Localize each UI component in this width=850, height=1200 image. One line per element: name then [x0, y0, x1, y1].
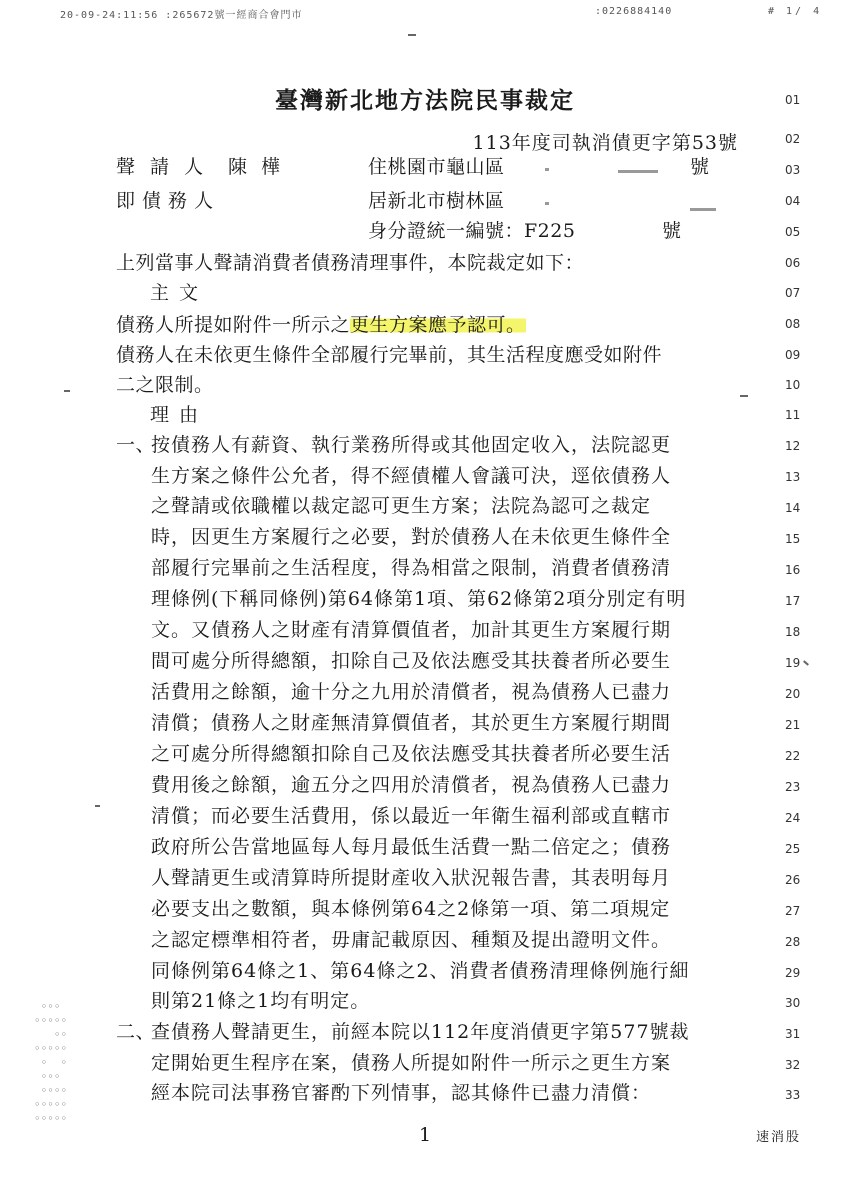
line-number: 24	[785, 811, 801, 825]
highlighted-text: 更生方案應予認可。	[350, 314, 526, 336]
body-line-06: 上列當事人聲請消費者債務清理事件，本院裁定如下：	[116, 252, 585, 274]
line-number: 18	[785, 625, 801, 639]
scan-mark	[408, 34, 416, 36]
body-line-21: 清償；債務人之財產無清算價值者，其於更生方案履行期間	[151, 712, 672, 734]
line-number: 07	[785, 286, 801, 300]
body-line-10: 二之限制。	[116, 374, 214, 396]
department-stamp: 速消股	[756, 1130, 802, 1145]
body-line-30: 則第21條之1均有明定。	[151, 990, 371, 1012]
body-line-20: 活費用之餘額，逾十分之九用於清償者，視為債務人已盡力	[151, 681, 672, 703]
body-line-29: 同條例第64條之1、第64條之2、消費者債務清理條例施行細	[151, 960, 690, 982]
heading-reason: 理由	[150, 404, 209, 426]
line-number: 20	[785, 687, 801, 701]
body-line-17: 理條例(下稱同條例)第64條第1項、第62條第2項分別定有明	[151, 588, 687, 610]
line-number: 27	[785, 904, 801, 918]
line-number: 26	[785, 873, 801, 887]
binding-holes: ◦◦◦ ◦◦◦◦◦ ◦◦ ◦◦◦◦◦ ◦ ◦ ◦◦◦ ◦◦◦◦ ◦◦◦◦◦ ◦◦◦◦◦	[34, 1000, 68, 1125]
scan-mark	[95, 805, 100, 807]
line-number: 30	[785, 996, 801, 1010]
line-number: 15	[785, 532, 801, 546]
line-number: 25	[785, 842, 801, 856]
body-line-09: 債務人在未依更生條件全部履行完畢前，其生活程度應受如附件	[116, 344, 663, 366]
applicant-name: 陳樺	[228, 156, 295, 178]
redaction-mark	[545, 202, 549, 205]
applicant-role: 聲請人	[116, 156, 219, 178]
body-line-16: 部履行完畢前之生活程度，得為相當之限制，消費者債務清	[151, 557, 672, 579]
line-number: 16	[785, 563, 801, 577]
body-line-25: 政府所公告當地區每人每月最低生活費一點二倍定之；債務	[151, 836, 672, 858]
debtor-role: 即債務人	[116, 190, 221, 212]
body-line-19: 間可處分所得總額，扣除自己及依法應受其扶養者所必要生	[151, 650, 672, 672]
body-line-13: 生方案之條件公允者，得不經債權人會議可決，逕依債務人	[151, 465, 672, 487]
line-number: 08	[785, 317, 801, 331]
applicant-address: 住桃園市龜山區	[368, 156, 505, 178]
line-number: 06	[785, 256, 801, 270]
scan-mark	[64, 390, 70, 392]
line-number: 23	[785, 780, 801, 794]
party-debtor-line	[0, 186, 760, 216]
body-line-26: 人聲請更生或清算時所提財產收入狀況報告書，其表明每月	[151, 867, 672, 889]
body-line-12: 一、 按債務人有薪資、執行業務所得或其他固定收入，法院認更	[0, 430, 760, 460]
body-line-18: 文。又債務人之財產有清算價值者，加計其更生方案履行期	[151, 619, 672, 641]
line-number: 04	[785, 194, 801, 208]
line-number: 02	[785, 132, 801, 146]
body-line-27: 必要支出之數額，與本條例第64之2條第一項、第二項規定	[151, 898, 671, 920]
body-line-23: 費用後之餘額，逾五分之四用於清償者，視為債務人已盡力	[151, 774, 672, 796]
line-number: 21	[785, 718, 801, 732]
line-number: 13	[785, 470, 801, 484]
body-line-08: 債務人所提如附件一所示之更生方案應予認可。	[116, 314, 526, 336]
heading-main-text: 主文	[150, 282, 209, 304]
body-line-15: 時，因更生方案履行之必要，對於債務人在未依更生條件全	[151, 526, 672, 548]
line-number: 05	[785, 225, 801, 239]
body-line-28: 之認定標準相符者，毋庸記載原因、種類及提出證明文件。	[151, 929, 672, 951]
line-number: 22	[785, 749, 801, 763]
party-applicant-line	[0, 152, 760, 182]
line-number: 14	[785, 501, 801, 515]
line-number: 12	[785, 439, 801, 453]
fax-number: :0226884140	[595, 6, 673, 17]
fax-sender: 20-09-24:11:56 :265672號一經商合會門市	[60, 10, 303, 21]
body-line-14: 之聲請或依職權以裁定認可更生方案；法院為認可之裁定	[151, 495, 652, 517]
line-number: 03	[785, 163, 801, 177]
line-number: 01	[785, 93, 801, 107]
id-number-tail: 號	[662, 220, 682, 242]
line-number: 33	[785, 1088, 801, 1102]
fax-header	[0, 6, 850, 22]
line-number: 11	[785, 408, 801, 422]
line-number: 17	[785, 594, 801, 608]
redaction-mark	[618, 170, 658, 173]
id-number-label: 身分證統一編號：F225	[368, 220, 576, 242]
page-number: 1	[418, 1124, 432, 1146]
body-line-33: 經本院司法事務官審酌下列情事，認其條件已盡力清償：	[151, 1082, 652, 1104]
line-number: 31	[785, 1027, 801, 1041]
document-title: 臺灣新北地方法院民事裁定	[275, 87, 575, 114]
redaction-mark	[690, 208, 716, 211]
line-number: 19	[785, 656, 801, 670]
body-line-32: 定開始更生程序在案，債務人所提如附件一所示之更生方案	[151, 1052, 672, 1074]
applicant-address-tail: 號	[690, 156, 710, 178]
line-number: 09	[785, 348, 801, 362]
body-line-31: 二、 查債務人聲請更生，前經本院以112年度消債更字第577號裁	[0, 1017, 760, 1047]
body-line-22: 之可處分所得總額扣除自己及依法應受其扶養者所必要生活	[151, 743, 672, 765]
case-number: 113年度司執消債更字第53號	[472, 132, 738, 154]
body-line-24: 清償；而必要生活費用，係以最近一年衛生福利部或直轄市	[151, 805, 672, 827]
id-number-line	[0, 216, 760, 246]
line-number: 28	[785, 935, 801, 949]
item-number-1: 一、	[116, 434, 156, 456]
fax-page-count: # 1/ 4	[768, 6, 823, 17]
line-number: 32	[785, 1058, 801, 1072]
item-number-2: 二、	[116, 1021, 156, 1043]
line-number: 10	[785, 378, 801, 392]
debtor-address: 居新北市樹林區	[368, 190, 505, 212]
redaction-mark	[545, 168, 549, 171]
scan-mark	[740, 395, 748, 397]
line-number: 29	[785, 966, 801, 980]
